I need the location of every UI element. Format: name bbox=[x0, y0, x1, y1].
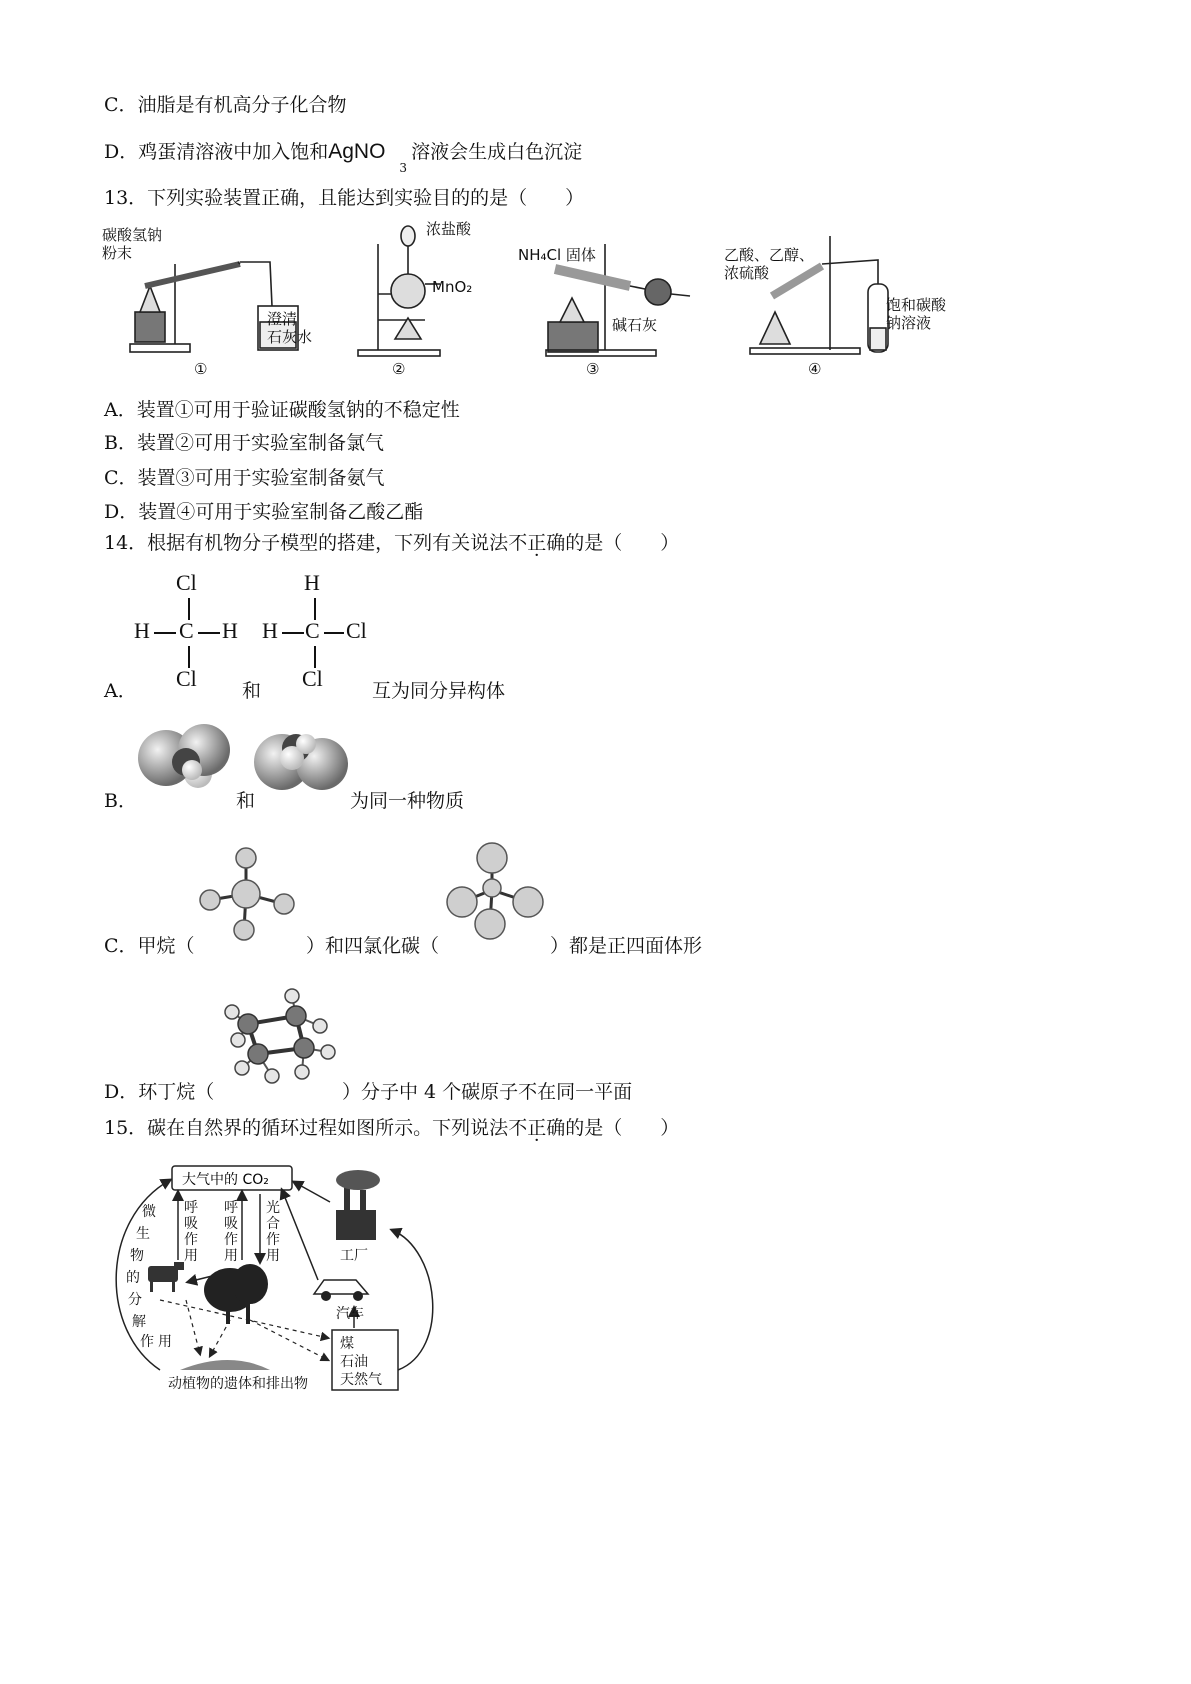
q14-option-d-text2: ）分子中 4 个碳原子不在同一平面 bbox=[342, 1081, 633, 1103]
q12-option-d bbox=[104, 137, 583, 175]
resp2-char-1: 吸 bbox=[224, 1216, 238, 1232]
q14-stem-emphasis: 不正确 bbox=[508, 532, 566, 554]
q14-option-c-text3: ）都是正四面体形 bbox=[550, 935, 703, 957]
q15-stem-post: 的是（ ） bbox=[565, 1117, 680, 1139]
q13-stem: 13．下列实验装置正确，且能达到实验目的的是（ ） bbox=[104, 187, 585, 209]
atom-cl-right: Cl bbox=[346, 618, 367, 643]
q13-option-a: A．装置①可用于验证碳酸氢钠的不稳定性 bbox=[104, 399, 460, 421]
q15-stem-emphasis: 不正确 bbox=[508, 1117, 566, 1139]
structural-formula-2 bbox=[262, 570, 374, 694]
atom-h-right: H bbox=[222, 618, 238, 643]
atmosphere-label: 大气中的 CO₂ bbox=[182, 1172, 269, 1188]
micro-char-0: 微 bbox=[142, 1204, 156, 1220]
label-acid-alcohol: 乙酸、乙醇、 bbox=[724, 246, 815, 264]
q15-stem-pre: 15．碳在自然界的循环过程如图所示。下列说法 bbox=[104, 1117, 509, 1139]
stand-base-2 bbox=[358, 350, 440, 356]
micro-char-7: 用 bbox=[158, 1334, 172, 1350]
methane-model bbox=[190, 842, 300, 946]
resp2-char-2: 作 bbox=[224, 1232, 238, 1248]
funnel-2 bbox=[401, 226, 415, 246]
micro-char-2: 物 bbox=[130, 1248, 144, 1264]
q12-option-c: C．油脂是有机高分子化合物 bbox=[104, 94, 347, 116]
label-mno2: MnO₂ bbox=[432, 278, 473, 296]
q14-option-c-text2: ）和四氯化碳（ bbox=[306, 935, 440, 957]
resp2-char-0: 呼 bbox=[224, 1200, 238, 1216]
resp1-char-0: 呼 bbox=[184, 1200, 198, 1216]
carbon-cycle-diagram bbox=[100, 1160, 440, 1400]
q14-option-a-text: 互为同分异构体 bbox=[372, 680, 506, 702]
q12-option-d-post: 溶液会生成白色沉淀 bbox=[411, 141, 583, 163]
q13-option-d: D．装置④可用于实验室制备乙酸乙酯 bbox=[104, 501, 424, 523]
q14-option-a-label: A． bbox=[104, 680, 137, 702]
micro-char-6: 作 bbox=[140, 1334, 154, 1350]
photo-char-2: 作 bbox=[266, 1232, 280, 1248]
label-saturated: 饱和碳酸 bbox=[886, 296, 947, 314]
label-conc-sulfuric: 浓硫酸 bbox=[724, 264, 770, 282]
cow-icon bbox=[148, 1262, 184, 1292]
label-soda-lime: 碱石灰 bbox=[612, 316, 658, 334]
tree-icon bbox=[204, 1264, 268, 1324]
resp1-char-3: 用 bbox=[184, 1248, 198, 1264]
flask-2 bbox=[391, 274, 425, 308]
atom-cl-bottom: Cl bbox=[302, 666, 323, 691]
space-filling-model-2 bbox=[254, 734, 348, 790]
q14-option-c-text1: C．甲烷（ bbox=[104, 935, 195, 957]
q14-stem-pre: 14．根据有机物分子模型的搭建，下列有关说法 bbox=[104, 532, 509, 554]
label-n3: ③ bbox=[586, 360, 600, 378]
label-sodium-solution: 钠溶液 bbox=[886, 314, 932, 332]
q14-stem bbox=[104, 528, 679, 555]
micro-char-4: 分 bbox=[128, 1292, 142, 1308]
atom-c-center: C bbox=[179, 618, 194, 643]
photo-char-0: 光 bbox=[266, 1200, 280, 1216]
label-limewater: 石灰水 bbox=[267, 328, 313, 346]
stand-base-4 bbox=[750, 348, 860, 354]
space-filling-model-1 bbox=[138, 724, 230, 788]
q14-option-b-text: 为同一种物质 bbox=[350, 790, 465, 812]
atom-cl-top: Cl bbox=[176, 570, 197, 595]
resp1-char-2: 作 bbox=[184, 1232, 198, 1248]
fossil-coal: 煤 bbox=[340, 1336, 354, 1352]
label-conc-hcl: 浓盐酸 bbox=[426, 220, 472, 238]
q14-option-a-and: 和 bbox=[242, 680, 262, 702]
burner-block-1 bbox=[135, 312, 165, 342]
micro-char-3: 的 bbox=[126, 1270, 140, 1286]
label-n4: ④ bbox=[808, 360, 822, 378]
resp2-char-3: 用 bbox=[224, 1248, 238, 1264]
drying-tube-3 bbox=[645, 279, 671, 305]
label-n2: ② bbox=[392, 360, 406, 378]
factory-label: 工厂 bbox=[340, 1248, 368, 1264]
photo-char-1: 合 bbox=[266, 1216, 280, 1232]
q15-stem bbox=[104, 1113, 679, 1140]
q12-formula-sub: 3 bbox=[399, 161, 408, 175]
cyclobutane-model bbox=[208, 982, 338, 1086]
factory-icon bbox=[336, 1170, 380, 1240]
q14-option-b-and: 和 bbox=[236, 790, 256, 812]
q13-option-b: B．装置②可用于实验室制备氯气 bbox=[104, 432, 384, 454]
q12-formula: AgNO bbox=[328, 140, 386, 163]
remains-label: 动植物的遗体和排出物 bbox=[168, 1376, 308, 1392]
atom-h-left: H bbox=[134, 618, 150, 643]
remains-icon bbox=[180, 1360, 270, 1370]
q12-option-d-pre: D．鸡蛋清溶液中加入饱和 bbox=[104, 141, 329, 163]
fossil-gas: 天然气 bbox=[340, 1372, 382, 1388]
atom-c-center: C bbox=[305, 618, 320, 643]
q14-option-b-label: B． bbox=[104, 790, 137, 812]
micro-char-1: 生 bbox=[136, 1226, 150, 1242]
photo-char-3: 用 bbox=[266, 1248, 280, 1264]
q13-apparatus-figure bbox=[100, 214, 960, 380]
label-clear: 澄清 bbox=[267, 310, 298, 328]
burner-block-3 bbox=[548, 322, 598, 352]
micro-char-5: 解 bbox=[132, 1314, 146, 1330]
label-n1: ① bbox=[194, 360, 208, 378]
label-powder: 粉末 bbox=[102, 244, 133, 262]
q13-option-c: C．装置③可用于实验室制备氨气 bbox=[104, 467, 385, 489]
ccl4-model bbox=[440, 840, 550, 948]
atom-cl-bottom: Cl bbox=[176, 666, 197, 691]
fossil-oil: 石油 bbox=[340, 1354, 368, 1370]
structural-formula-1 bbox=[134, 570, 246, 694]
atom-h-left: H bbox=[262, 618, 278, 643]
atom-h-top: H bbox=[304, 570, 320, 595]
car-icon bbox=[314, 1280, 368, 1301]
resp1-char-1: 吸 bbox=[184, 1216, 198, 1232]
q14-option-d-text1: D．环丁烷（ bbox=[104, 1081, 215, 1103]
car-label: 汽车 bbox=[336, 1306, 364, 1322]
q14-stem-post: 的是（ ） bbox=[565, 532, 680, 554]
stand-base-1 bbox=[130, 344, 190, 352]
label-sodium-bicarbonate: 碳酸氢钠 bbox=[102, 226, 163, 244]
label-nh4cl: NH₄Cl 固体 bbox=[518, 246, 596, 264]
